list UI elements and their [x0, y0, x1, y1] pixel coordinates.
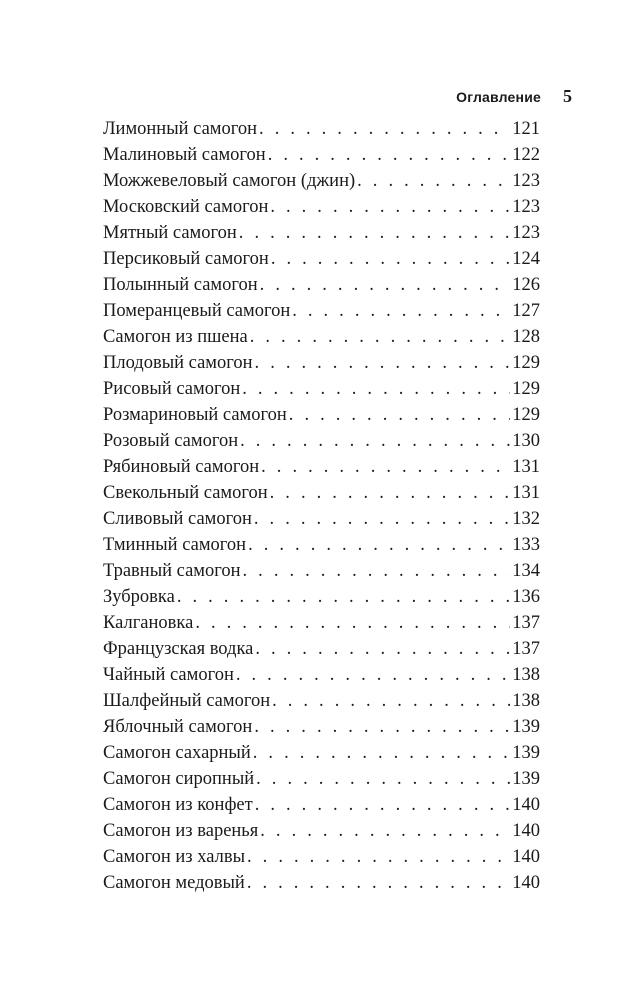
toc-entry: [103, 558, 540, 584]
toc-entry-title: Лимонный самогон: [103, 119, 258, 139]
toc-entry-title: Яблочный самогон: [103, 717, 253, 737]
dot-leader: [272, 688, 510, 714]
toc-entry: [103, 116, 540, 142]
dot-leader: [260, 818, 510, 844]
dot-leader: [254, 506, 510, 532]
toc-entry-title: Самогон из халвы: [103, 847, 246, 867]
dot-leader: [255, 350, 511, 376]
toc-entry-title: Зубровка: [103, 587, 175, 607]
toc-entry: [103, 792, 540, 818]
toc-entry: [103, 454, 540, 480]
toc-entry-page-number: 131: [512, 483, 540, 503]
toc-entry: [103, 194, 540, 220]
dot-leader: [250, 324, 511, 350]
toc-entry: [103, 532, 540, 558]
toc-entry: [103, 324, 540, 350]
table-of-contents: [103, 116, 540, 896]
dot-leader: [195, 610, 510, 636]
dot-leader: [253, 740, 510, 766]
toc-entry-page-number: 139: [512, 717, 540, 737]
toc-entry-title: Самогон из конфет: [103, 795, 253, 815]
toc-entry-page-number: 140: [512, 847, 540, 867]
dot-leader: [259, 116, 510, 142]
dot-leader: [240, 428, 510, 454]
toc-entry-page-number: 138: [512, 665, 540, 685]
toc-entry: [103, 402, 540, 428]
toc-entry: [103, 272, 540, 298]
toc-entry-title: Персиковый самогон: [103, 249, 269, 269]
toc-entry-page-number: 137: [512, 639, 540, 659]
toc-entry-title: Малиновый самогон: [103, 145, 266, 165]
toc-entry-title: Шалфейный самогон: [103, 691, 271, 711]
toc-entry: [103, 376, 540, 402]
toc-entry: [103, 740, 540, 766]
toc-entry-title: Сливовый самогон: [103, 509, 252, 529]
toc-entry: [103, 298, 540, 324]
toc-entry: [103, 506, 540, 532]
toc-entry-title: Самогон из варенья: [103, 821, 259, 841]
toc-entry-title: Калгановка: [103, 613, 194, 633]
toc-entry-page-number: 129: [512, 353, 540, 373]
toc-entry-page-number: 126: [512, 275, 540, 295]
dot-leader: [270, 480, 511, 506]
toc-entry: [103, 818, 540, 844]
toc-entry-title: Самогон медовый: [103, 873, 245, 893]
toc-entry: [103, 870, 540, 896]
toc-entry-page-number: 121: [512, 119, 540, 139]
toc-entry: [103, 688, 540, 714]
toc-entry-title: Чайный самогон: [103, 665, 234, 685]
toc-entry-page-number: 137: [512, 613, 540, 633]
toc-entry-page-number: 130: [512, 431, 540, 451]
toc-entry-title: Полынный самогон: [103, 275, 258, 295]
toc-entry: [103, 142, 540, 168]
toc-entry: [103, 636, 540, 662]
dot-leader: [254, 714, 510, 740]
toc-entry-page-number: 129: [512, 379, 540, 399]
toc-entry-page-number: 140: [512, 795, 540, 815]
running-header-title: Оглавление: [456, 89, 541, 105]
toc-entry-page-number: 123: [512, 223, 540, 243]
toc-entry-title: Свекольный самогон: [103, 483, 268, 503]
toc-entry: [103, 350, 540, 376]
dot-leader: [268, 142, 511, 168]
dot-leader: [247, 844, 510, 870]
toc-entry: [103, 584, 540, 610]
toc-entry: [103, 714, 540, 740]
toc-entry-title: Розовый самогон: [103, 431, 239, 451]
toc-entry-page-number: 122: [512, 145, 540, 165]
dot-leader: [239, 220, 510, 246]
toc-entry-title: Мятный самогон: [103, 223, 237, 243]
toc-entry-title: Плодовый самогон: [103, 353, 253, 373]
toc-entry-page-number: 131: [512, 457, 540, 477]
toc-entry-title: Самогон сиропный: [103, 769, 255, 789]
toc-entry-title: Рисовый самогон: [103, 379, 241, 399]
dot-leader: [261, 454, 510, 480]
toc-entry-title: Французская водка: [103, 639, 254, 659]
dot-leader: [242, 376, 510, 402]
toc-entry-page-number: 136: [512, 587, 540, 607]
toc-entry-title: Рябиновый самогон: [103, 457, 260, 477]
toc-entry: [103, 168, 540, 194]
toc-entry-page-number: 124: [512, 249, 540, 269]
toc-entry-page-number: 140: [512, 821, 540, 841]
toc-entry-title: Померанцевый самогон: [103, 301, 291, 321]
dot-leader: [255, 792, 511, 818]
toc-entry-page-number: 139: [512, 769, 540, 789]
toc-entry-title: Самогон сахарный: [103, 743, 251, 763]
toc-entry: [103, 662, 540, 688]
toc-entry: [103, 220, 540, 246]
dot-leader: [260, 272, 511, 298]
toc-entry-title: Самогон из пшена: [103, 327, 248, 347]
dot-leader: [292, 298, 510, 324]
running-header: [456, 86, 572, 107]
page-number: 5: [563, 86, 572, 106]
toc-entry-page-number: 134: [512, 561, 540, 581]
toc-entry-title: Травный самогон: [103, 561, 241, 581]
dot-leader: [255, 636, 510, 662]
dot-leader: [270, 194, 510, 220]
toc-entry-page-number: 132: [512, 509, 540, 529]
toc-entry: [103, 428, 540, 454]
dot-leader: [243, 558, 511, 584]
toc-entry: [103, 246, 540, 272]
toc-entry-page-number: 123: [512, 197, 540, 217]
toc-entry-title: Тминный самогон: [103, 535, 247, 555]
toc-entry-title: Можжевеловый самогон (джин): [103, 171, 356, 191]
toc-entry-page-number: 123: [512, 171, 540, 191]
toc-entry-page-number: 138: [512, 691, 540, 711]
toc-entry-title: Московский самогон: [103, 197, 269, 217]
toc-entry: [103, 766, 540, 792]
toc-entry-page-number: 129: [512, 405, 540, 425]
dot-leader: [236, 662, 510, 688]
toc-entry-page-number: 140: [512, 873, 540, 893]
toc-entry-page-number: 133: [512, 535, 540, 555]
dot-leader: [271, 246, 510, 272]
dot-leader: [256, 766, 510, 792]
dot-leader: [289, 402, 510, 428]
toc-entry: [103, 480, 540, 506]
dot-leader: [248, 532, 510, 558]
dot-leader: [177, 584, 510, 610]
toc-entry: [103, 610, 540, 636]
toc-entry-title: Розмариновый самогон: [103, 405, 287, 425]
toc-entry-page-number: 139: [512, 743, 540, 763]
dot-leader: [357, 168, 510, 194]
dot-leader: [247, 870, 510, 896]
toc-entry-page-number: 128: [512, 327, 540, 347]
toc-entry: [103, 844, 540, 870]
toc-entry-page-number: 127: [512, 301, 540, 321]
